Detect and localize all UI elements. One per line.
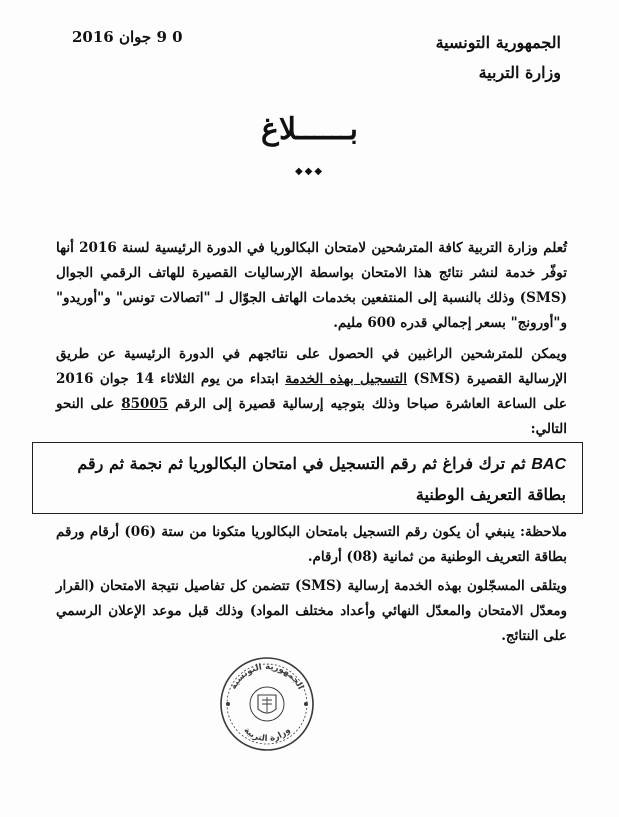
registration-emphasis: التسجيل بهذه الخدمة — [285, 371, 408, 387]
paragraph-results: ويتلقى المسجّلون بهذه الخدمة إرسالية (SMS) تتضمن كل تفاصيل نتيجة الامتحان (القرار ومعدّل الامتحان والمعدّل النهائي وأعداد مختلف المواد) وذلك قبل موعد الإعلان الرسمي على النتائج. — [56, 578, 567, 644]
sms-number: 85005 — [121, 396, 169, 412]
issue-date — [72, 28, 183, 46]
date-day: 0 9 — [156, 28, 183, 46]
registration-text-3: على النحو التالي: — [56, 396, 567, 437]
svg-text:وزارة التربية: وزارة التربية — [241, 725, 293, 745]
paragraph-announcement: تُعلم وزارة التربية كافة المترشحين لامتحان البكالوريا في الدورة الرئيسية لسنة 2016 أنها توفّر خدمة لنشر نتائج هذا الامتحان بواسطة الإرساليات القصيرة للهاتف الرقمي الجوال (SMS) وذلك بالنسبة إلى المنتفعين بخدمات الهاتف الجوّال لـ "اتصالات تونس" و"أوريدو" و"أورونج" بسعر إجمالي قدره 600 مليم. — [56, 240, 567, 331]
sms-format-text-1: ثم ترك فراغ ثم رقم التسجيل في امتحان البكالوريا ثم نجمة ثم رقم — [77, 454, 532, 473]
page-title: بــــــلاغ — [261, 112, 358, 147]
date-year: 2016 — [72, 28, 114, 46]
sms-format-line-1 — [49, 449, 566, 480]
svg-text:الجمهورية التونسية: الجمهورية التونسية — [228, 661, 306, 692]
registration-text-2: ابتداء من يوم الثلاثاء 14 جوان 2016 على الساعة العاشرة صباحا وذلك بتوجيه إرسالية قصيرة إلى الرقم — [56, 371, 567, 412]
sms-keyword: BAC — [531, 456, 566, 473]
paragraph-note: ملاحظة: ينبغي أن يكون رقم التسجيل بامتحان البكالوريا متكونا من ستة (06) أرقام ورقم بطاقة التعريف الوطنية من ثمانية (08) أرقام. — [56, 524, 567, 565]
republic-name: الجمهورية التونسية — [435, 33, 561, 52]
registration-text-1: ويمكن للمترشحين الراغبين في الحصول على نتائجهم في الدورة الرئيسية عن طريق الإرسالية القصيرة (SMS) — [56, 346, 567, 387]
sms-format-line-2: بطاقة التعريف الوطنية — [415, 485, 566, 504]
sms-format-box — [32, 442, 583, 514]
paragraph-registration — [56, 342, 567, 442]
letterhead — [436, 28, 561, 88]
ministry-name: وزارة التربية — [478, 63, 561, 82]
official-stamp-seal — [218, 655, 316, 753]
date-month: جوان — [118, 28, 152, 46]
ornament-separator: ◆◆◆ — [294, 166, 325, 177]
